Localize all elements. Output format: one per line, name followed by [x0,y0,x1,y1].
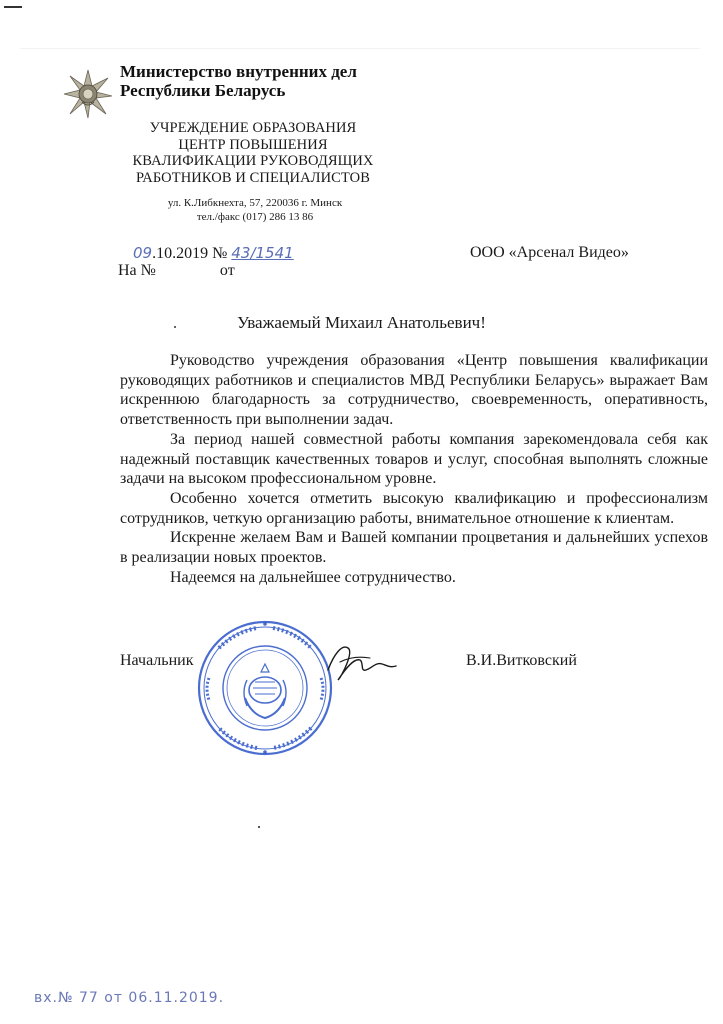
address: ул. К.Либкнехта, 57, 220036 г. Минск [167,197,343,209]
handwritten-signature-icon [320,640,400,685]
ministry-line-1: Министерство внутренних дел [120,62,357,81]
greeting: Уважаемый Михаил Анатольевич! [237,313,486,332]
paragraph-4: Искренне желаем Вам и Вашей компании процветания и дальнейших успехов в реализации новых проектов. [120,529,708,567]
paragraph-3: Особенно хочется отметить высокую квалификацию и профессионализм сотрудников, четкую организацию работы, внимательное отношение к клиентам. [120,489,708,527]
recipient: ООО «Арсенал Видео» [470,244,629,261]
paragraph-2: За период нашей совместной работы компания зарекомендовала себя как надежный поставщик качественных товаров и услуг, способная выполнять сложные задачи на высоком профессиональном уровне. [120,430,708,488]
paragraph-1: Руководство учреждения образования «Центр повышения квалификации руководящих работников и специалистов МВД Республики Беларусь» выражает Вам искреннюю благодарность за сотрудничество, своевременность, оперативность, ответственность при выполнении задач. [120,352,708,429]
institution-line-4: РАБОТНИКОВ И СПЕЦИАЛИСТОВ [135,169,371,186]
letter-body [120,351,708,587]
institution-line-3: КВАЛИФИКАЦИИ РУКОВОДЯЩИХ [132,153,374,169]
institution-line-1: УЧРЕЖДЕНИЕ ОБРАЗОВАНИЯ [149,120,357,136]
ink-speck [174,326,176,328]
institution-line-2: ЦЕНТР ПОВЫШЕНИЯ [178,136,328,153]
handwritten-number: 43/1541 [231,244,294,262]
phone-fax: тел./факс (017) 286 13 86 [196,211,314,223]
ink-speck [258,826,260,828]
scan-corner-mark [4,6,22,8]
reply-from-label: от [219,262,235,279]
signatory-title: Начальник [120,652,194,669]
paragraph-5: Надеемся на дальнейшее сотрудничество. [170,568,456,586]
institution-name [118,120,388,186]
incoming-registration-note: вх.№ 77 от 06.11.2019. [34,990,225,1006]
outgoing-reference [133,244,294,263]
printed-date-number: .10.2019 № [152,245,228,262]
handwritten-day: 09 [133,244,153,262]
ministry-name [120,62,360,100]
signatory-name: В.И.Витковский [466,652,577,669]
round-official-stamp-icon [195,618,335,758]
scan-artifact-line [20,48,700,49]
institution-contacts [150,196,360,224]
ministry-line-2: Республики Беларусь [120,81,286,100]
reply-to-label: На № [118,262,156,279]
ministry-star-emblem-icon [62,68,114,120]
reply-reference [118,262,235,280]
